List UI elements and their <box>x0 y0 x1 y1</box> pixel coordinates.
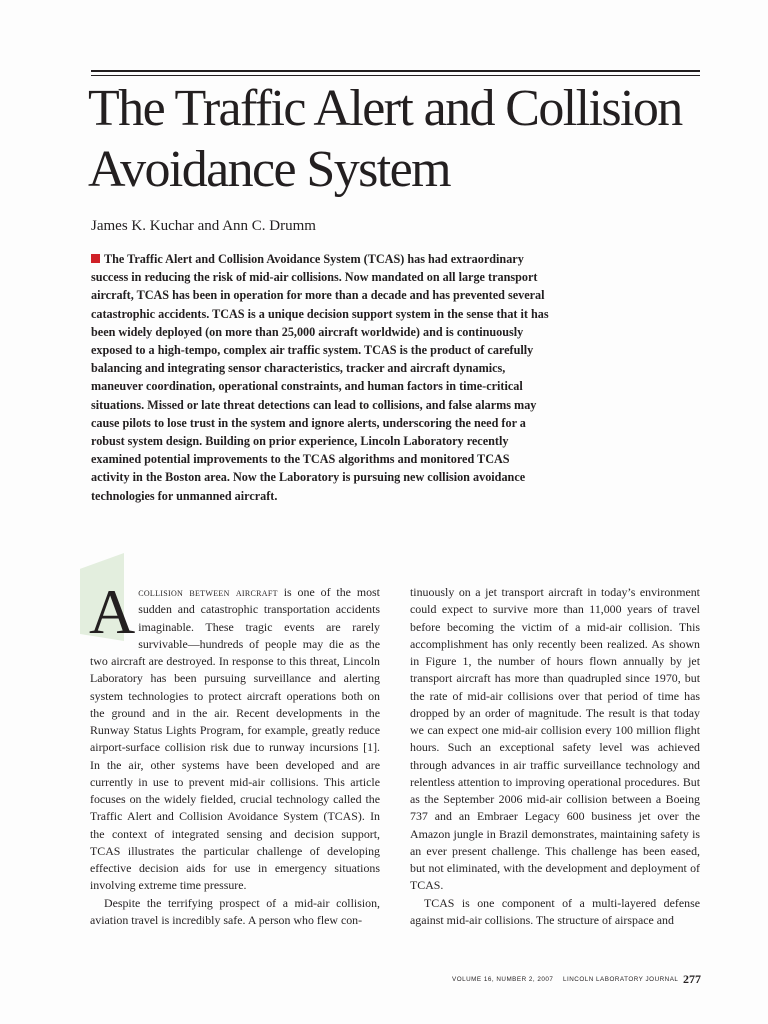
body-paragraph: TCAS is one component of a multi-layered defense against mid-air collisions. The structure of airspace and <box>410 895 700 927</box>
footer-volume: VOLUME 16, NUMBER 2, 2007 <box>452 976 554 983</box>
paragraph-text: is one of the most sudden and catastrophic transportation accidents imaginable. These tragic events are rarely survivable—hundreds of people may die as the two aircraft are destroyed. In response to this threat, Lincoln Laboratory has been pursuing surveillance and alerting system technologies to protect aircraft operations both on the ground and in the air. Recent developments in the Runway Status Lights Program, for example, greatly reduce airport-surface collision risk due to runway incursions [1]. In the air, other systems have been developed and are currently in use to prevent mid-air collisions. This article focuses on the widely fielded, crucial technology called the Traffic Alert and Collision Avoidance System (TCAS). In the context of integrated sensing and decision support, TCAS illustrates the particular challenge of developing effective decision aids for use in emergency situations involving extreme time pressure. <box>90 585 380 893</box>
body-paragraph: tinuously on a jet transport aircraft in today’s environment could expect to survive more than 11,000 years of travel before becoming the victim of a mid-air collision. This accomplishment has only recently been realized. As shown in Figure 1, the number of hours flown annually by jet transport aircraft has more than quadrupled since 1970, but the rate of mid-air collisions over that period of time has dropped by an order of magnitude. The result is that today we can expect one mid-air collision every 100 million flight hours. Such an exceptional safety level was achieved through advances in air traffic surveillance technology and relentless attention to improving operational procedures. But as the September 2006 mid-air collision between a Boeing 737 and an Embraer Legacy 600 business jet over the Amazon jungle in Brazil demonstrates, maintaining safety is an ever present challenge. This challenge has been eased, but not eliminated, with the development and deployment of TCAS. <box>410 585 700 893</box>
article-abstract <box>91 250 551 505</box>
header-rule-thin <box>91 75 700 76</box>
article-authors: James K. Kuchar and Ann C. Drumm <box>91 218 316 234</box>
body-paragraph <box>89 576 380 895</box>
page-footer <box>452 972 701 988</box>
body-paragraph: Despite the terrifying prospect of a mid-air collision, aviation travel is incredibly safe. A person who flew con- <box>90 895 380 927</box>
lead-in-smallcaps: collision between aircraft <box>138 585 278 599</box>
footer-journal-name: LINCOLN LABORATORY JOURNAL <box>563 976 679 983</box>
dropcap-letter: A <box>89 576 136 647</box>
abstract-marker-icon <box>91 254 100 263</box>
article-title: The Traffic Alert and Collision Avoidance System <box>88 80 682 198</box>
body-column-right <box>410 584 700 929</box>
body-column-left <box>89 576 380 929</box>
header-rule-thick <box>91 70 700 72</box>
abstract-text: The Traffic Alert and Collision Avoidance System (TCAS) has had extraordinary success in reducing the risk of mid-air collisions. Now mandated on all large transport aircraft, TCAS has been in operation for more than a decade and has prevented several catastrophic accidents. TCAS is a unique decision support system in the sense that it has been widely deployed (on more than 25,000 aircraft worldwide) and is continuously exposed to a high-tempo, complex air traffic system. TCAS is the product of carefully balancing and integrating sensor characteristics, tracker and aircraft dynamics, maneuver coordination, operational constraints, and human factors in time-critical situations. Missed or late threat detections can lead to collisions, and false alarms may cause pilots to lose trust in the system and ignore alerts, underscoring the need for a robust system design. Building on prior experience, Lincoln Laboratory recently examined potential improvements to the TCAS algorithms and monitored TCAS activity in the Boston area. Now the Laboratory is pursuing new collision avoidance technologies for unmanned aircraft. <box>91 252 549 503</box>
page-number: 277 <box>683 972 701 986</box>
